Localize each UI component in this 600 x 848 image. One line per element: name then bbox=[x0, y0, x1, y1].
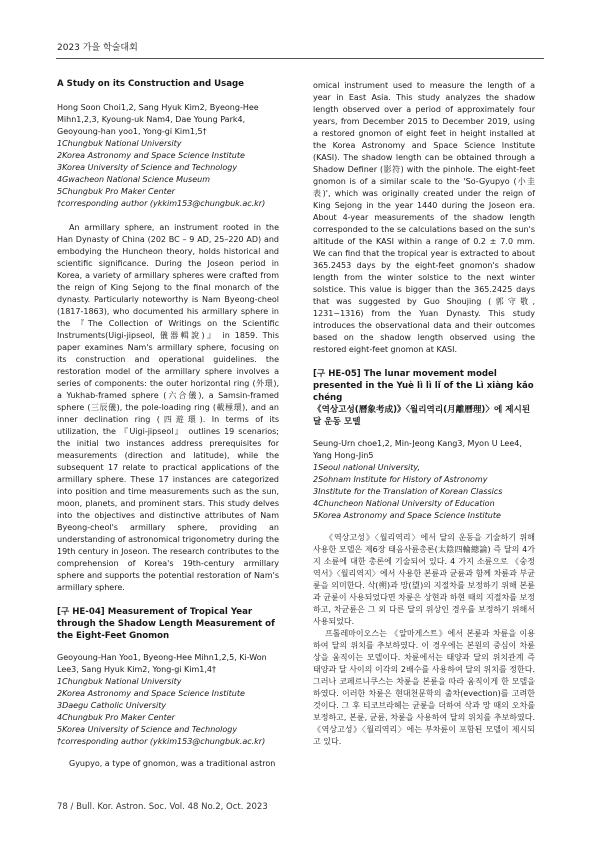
paper3-paragraph-2: 프톨레마이오스는 《알마게스트》에서 본륜과 차륜을 이용하여 달의 위치를 추보하였다. 이 경우에는 본원의 중심이 차륜 상을 움직이는 모델이다. 차륜에서는 태양과 달의 위치관계 즉 태양과 달 사이의 이각의 2배수를 사용하여 달의 위치를 정한다. 그러나 코페르니쿠스는 차륜을 본륜을 따라 움직이게 한 모델을 하였다. 이러한 차륜은 현대천문학의 출차(evection)를 고려한 것이다. 그 후 티코브라헤는 균륜을 더하여 삭과 망 때의 오차를 보정하고, 본륜, 균륜, 차륜을 사용하여 달의 위치를 추보하였다. 《역상고성》〈월리역리〉에는 부차륜이 포함된 모델이 제시되고 있다. bbox=[313, 629, 535, 746]
paper3-affiliation-2: 2Sohnam Institute for History of Astronomy bbox=[313, 475, 488, 484]
paper1-affiliation-4: 4Gwacheon National Science Museum bbox=[57, 175, 210, 184]
paper2-corresponding: †corresponding author (ykkim153@chungbuk.ac.kr) bbox=[57, 737, 266, 746]
spacer bbox=[313, 356, 535, 368]
right-column bbox=[313, 80, 535, 748]
spacer bbox=[313, 428, 535, 438]
spacer bbox=[57, 210, 279, 222]
paper1-affiliation-1: 1Chungbuk National University bbox=[57, 139, 182, 148]
paper3-affiliation-3: 3Institute for the Translation of Korean Classics bbox=[313, 487, 503, 496]
paper3-authors: Seung-Urn choe1,2, Min-Jeong Kang3, Myon U Lee4, Yang Hong-Jin5 bbox=[313, 439, 522, 460]
paper2-abstract-continued: omical instrument used to measure the length of a year in East Asia. This study analyzes the shadow length observed over a period of approximately four years, from December 2015 to December 2019, using a restored gnomon of eight feet in height installed at the Korea Astronomy and Space Science Institute (KASI). The shadow length can be obtained through a Shadow Definer (影符) with the pinhole. The eight-feet gnomon is of a similar scale to the 'So-Gyupyo (小圭表)', which was originally created under the reign of King Sejong in the year 1440 during the Joseon era. About 4-year measurements of the shadow length corresponded to the se calculations based on the sun's altitude of the KASI within a range of 0.2 ± 7.0 mm. We can find that the tropical year is extracted to about 365.2453 days by the eight-feet gnomon's shadow length from the winter solstice to the next winter solstice. This value is bigger than the 365.2425 days that was suggested by Guo Shoujing (郭守敬, 1231~1316) from the Yuan Dynasty. This study introduces the observational data and their outcomes based on the shadow length observed using the restored eight-feet gnomon at KASI. bbox=[313, 81, 535, 354]
paper1-affiliation-3: 3Korea University of Science and Technology bbox=[57, 163, 238, 172]
paper1-abstract: An armillary sphere, an instrument rooted in the Han Dynasty of China (202 BC – 9 AD, 25–220 AD) and embodying the Huncheon theory, holds historical and scientific significance. During the Joseon period in Korea, a variety of armillary spheres were crafted from the reign of King Sejong to the final monarch of the dynasty. Particularly noteworthy is Nam Byeong-cheol (1817-1863), who documented his armillary sphere in the 『The Collection of Writings on the Scientific Instruments(Uigi-jipseol, 儀器輯說)』 in 1859. This paper examines Nam's armillary sphere, focusing on its construction and operational guidelines. the restoration model of the armillary sphere involves a series of components: the outer horizontal ring (外環), a Yukhab-framed sphere (六合儀), a Samsin-framed sphere (三辰儀), the pole-loading ring (載極環), and an inner declination ring (四遊環). In terms of its utilization, the 『Uigi-jipseol』 outlines 19 scenarios; the initial two instances address prerequisites for measurements (direction and latitude), while the subsequent 17 relate to practical applications of the armillary sphere. These 17 instances are categorized into position and time measurements such as the sun, moon, planets, and prominent stars. This study delves into the objectives and distinctive attributes of Nam Byeong-cheol's armillary sphere, providing an understanding of astronomical trigonometry during the 19th century in Joseon. The research contributes to the comprehension of Korea's 19th-century armillary sphere and supports the potential restoration of Nam's armillary sphere. bbox=[57, 223, 279, 592]
spacer bbox=[57, 90, 279, 102]
paper3-affiliation-4: 4Chuncheon National University of Education bbox=[313, 499, 495, 508]
running-header: 2023 가을 학술대회 bbox=[57, 43, 138, 53]
header-rule bbox=[56, 58, 544, 59]
paper1-authors: Hong Soon Choi1,2, Sang Hyuk Kim2, Byeong-Hee Mihn1,2,3, Kyoung-uk Nam4, Dae Young Park4, Geoyoung-han yoo1, Yong-gi Kim1,5† bbox=[57, 103, 259, 136]
paper1-corresponding: †corresponding author (ykkim153@chungbuk.ac.kr) bbox=[57, 199, 266, 208]
paper2-affiliation-1: 1Chungbuk National University bbox=[57, 677, 182, 686]
paper2-title: [구 HE-04] Measurement of Tropical Year through the Shadow Length Measurement of the Eight-Feet Gnomon bbox=[57, 607, 275, 641]
spacer bbox=[57, 642, 279, 652]
paper3-title-korean: 《역상고성(曆象考成)》〈월리역리(月離曆理)〉에 제시된 달 운동 모델 bbox=[313, 405, 531, 427]
page-footer: 78 / Bull. Kor. Astron. Soc. Vol. 48 No.2, Oct. 2023 bbox=[57, 802, 268, 812]
spacer bbox=[313, 522, 535, 532]
left-column bbox=[57, 78, 279, 770]
spacer bbox=[57, 594, 279, 606]
paper2-abstract-start: Gyupyo, a type of gnomon, was a traditional astron bbox=[69, 759, 276, 768]
paper3-affiliation-5: 5Korea Astronomy and Space Science Institute bbox=[313, 511, 501, 520]
paper3-paragraph-1: 《역상고성》〈월리역리〉에서 달의 운동을 기술하기 위해 사용한 모델은 제6장 태음사륜총론(太陰四輪總論) 즉 달의 4가지 소륜에 대한 총론에 기술되어 있다. 4 가지 소륜으로 《숭정역서》〈월리역지〉에서 사용한 본륜과 균륜과 함께 차륜과 부균륜을 의미한다. 삭(朔)과 망(望)의 지절차를 보정하기 위해 본륜과 균륜이 사용되었다면 차륜은 상현과 하현 때의 지절차를 보정하고, 차균륜은 그 외 다른 달의 위상인 경우를 보정하기 위해서 사용되었다. bbox=[313, 533, 535, 626]
paper2-affiliation-5: 5Korea University of Science and Technology bbox=[57, 725, 238, 734]
paper1-affiliation-5: 5Chungbuk Pro Maker Center bbox=[57, 187, 175, 196]
paper2-affiliation-2: 2Korea Astronomy and Space Science Institute bbox=[57, 689, 245, 698]
paper2-affiliation-4: 4Chungbuk Pro Maker Center bbox=[57, 713, 175, 722]
spacer bbox=[57, 748, 279, 758]
paper3-title: [구 HE-05] The lunar movement model presented in the Yuè lì lì lǐ of the Lì xiàng kǎo chéng bbox=[313, 369, 534, 403]
paper1-title: A Study on its Construction and Usage bbox=[57, 79, 244, 89]
paper3-affiliation-1: 1Seoul national University, bbox=[313, 463, 421, 472]
paper2-authors: Geoyoung-Han Yoo1, Byeong-Hee Mihn1,2,5, Ki-Won Lee3, Sang Hyuk Kim2, Yong-gi Kim1,4† bbox=[57, 653, 267, 674]
paper1-affiliation-2: 2Korea Astronomy and Space Science Institute bbox=[57, 151, 245, 160]
paper2-affiliation-3: 3Daegu Catholic University bbox=[57, 701, 167, 710]
